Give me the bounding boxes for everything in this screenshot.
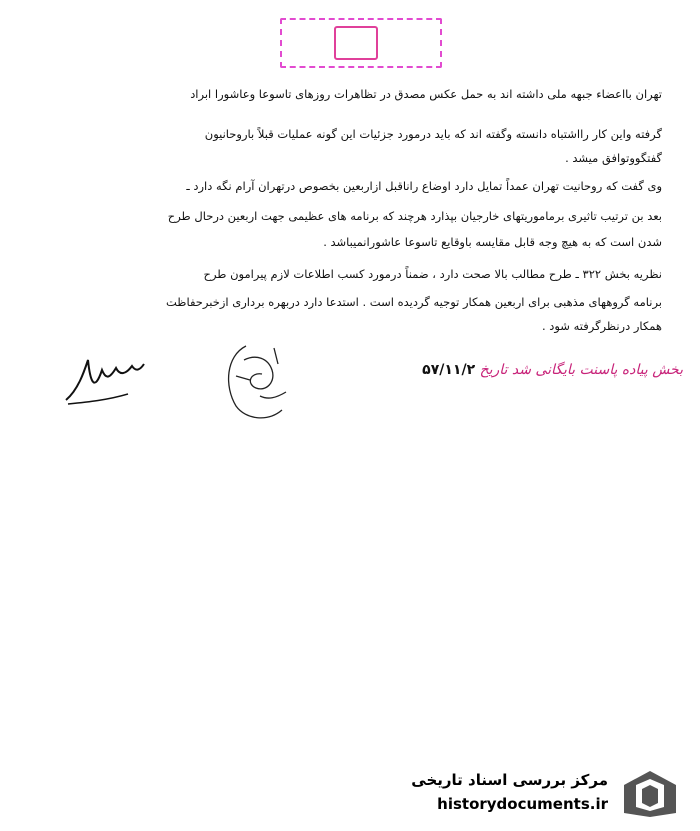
paragraph-line-7: نظریه بخش ۳۲۲ ـ طرح مطالب بالا صحت دارد ، ضمناً درمورد کسب اطلاعات لازم پیرامون طرح <box>203 267 662 281</box>
paragraph-line-3: گفتگووتوافق میشد . <box>565 151 662 165</box>
signature-left <box>58 350 148 414</box>
archive-note <box>398 362 683 378</box>
paragraph-line-6: شدن است که به هیچ وجه قابل مقایسه باوقایع تاسوعا عاشورانمیباشد . <box>323 235 662 249</box>
watermark-footer <box>380 763 680 823</box>
signature-middle <box>216 336 306 430</box>
pink-stamp <box>280 18 442 68</box>
archive-note-text: بخش پیاده پاسنت بایگانی شد تاریخ <box>479 362 683 378</box>
archive-note-date: ۵۷/۱۱/۲ <box>422 362 476 378</box>
footer-organization-name: مرکز بررسی اسناد تاریخی <box>411 771 608 789</box>
paragraph-line-8: برنامه گروههای مذهبی برای اربعین همکار توجیه گردیده است . استدعا دارد دربهره برداری ازخبرحفاظت <box>166 295 662 309</box>
paragraph-line-2: گرفته واین کار رااشتباه دانسته وگفته اند که باید درمورد جزئیات این گونه عملیات قبلاً باروحانیون <box>204 127 662 141</box>
paragraph-line-4: وی گفت که روحانیت تهران عمداً تمایل دارد اوضاع راناقبل ازاربعین بخصوص درتهران آرام نگه دارد ـ <box>186 179 662 193</box>
paragraph-line-9: همکار درنظرگرفته شود . <box>541 319 662 333</box>
stamp-inner-box <box>334 26 378 60</box>
paragraph-line-5: بعد بن ترتیب تاثیری برماموریتهای خارجیان بپذارد هرچند که برنامه های عظیمی جهت اربعین درحال طرح <box>167 209 662 223</box>
paragraph-line-1: تهران بااعضاء جبهه ملی داشته اند به حمل عکس مصدق در تظاهرات روزهای تاسوعا وعاشورا ابراد <box>190 87 662 101</box>
footer-website: historydocuments.ir <box>437 795 608 813</box>
archive-logo-icon <box>620 767 680 823</box>
